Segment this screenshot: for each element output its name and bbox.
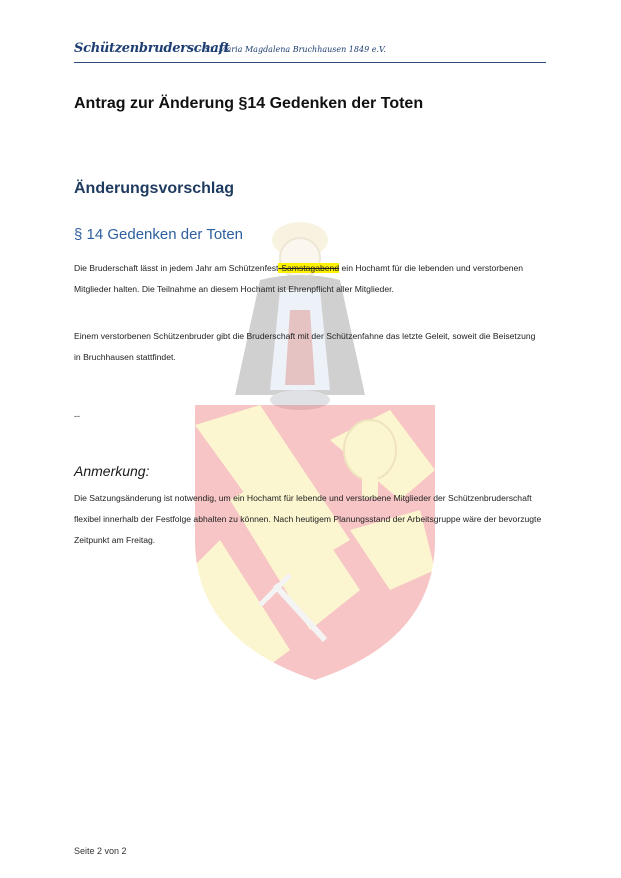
paragraph-1-before: Die Bruderschaft lässt in jedem Jahr am Schützenfest — [74, 263, 279, 273]
section-heading: Änderungsvorschlag — [74, 180, 235, 197]
paragraph-2: Einem verstorbenen Schützenbruder gibt die Bruderschaft mit der Schützenfahne das letzte Geleit, soweit die Beisetzung in Bruchhausen stattfindet. — [74, 331, 536, 362]
brand-subtitle: – St. Maria Magdalena Bruchhausen 1849 e.V. — [198, 45, 386, 54]
note-text: Die Satzungsänderung ist notwendig, um ein Hochamt für lebende und verstorbene Mitglieder der Schützenbruderschaft flexibel innerhalb der Festfolge abhalten zu können. Nach heutigem Planungsstand der Arbeitsgruppe wäre der bevorzugte Zeitpunkt am Freitag. — [74, 493, 542, 545]
brand-name: Schützenbruderschaft — [74, 41, 230, 56]
paragraph-1-after: ein Hochamt für die lebenden und verstorbenen Mitglieder halten. Die Teilnahme an diesem Hochamt ist Ehrenpflicht aller Mitglieder. — [74, 263, 524, 294]
page-number: Seite 2 von 2 — [74, 846, 127, 856]
page-header — [74, 40, 546, 63]
paragraph-heading: § 14 Gedenken der Toten — [74, 226, 244, 243]
document-title: Antrag zur Änderung §14 Gedenken der Toten — [74, 95, 424, 112]
note-heading: Anmerkung: — [74, 463, 150, 479]
separator: -- — [74, 411, 80, 421]
paragraph-1 — [74, 258, 544, 300]
struck-text: -Samstagabend — [278, 263, 340, 273]
